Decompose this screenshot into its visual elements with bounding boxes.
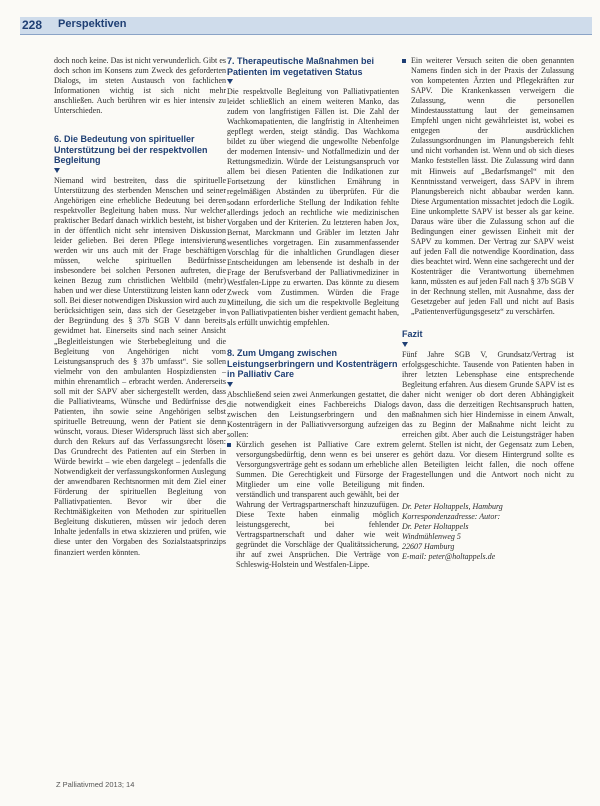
signature-line: 22607 Hamburg: [402, 542, 455, 552]
page-header: [20, 17, 592, 34]
column-middle: [227, 56, 399, 570]
triangle-marker-icon: [54, 168, 60, 173]
section-6-body: Niemand wird bestreiten, dass die spirituelle Unterstützung des sterbenden Menschen und seiner Angehörigen eine erhebliche Bedeutung bei deren respektvoller Begleitung haben muss. Nur welcher praktischer Bedarf danach wirklich besteht, ist bisher in der öffentlich nicht sehr intensiven Diskussion leider gelieben. Bei deren Pflege intensivierung werden wir uns auch mit der Frage beschäftigen müssen, welche spirituellen Bedürfnisse insbesondere bei solchen Personen auftreten, die keinen Bezug zum christlichen Weltbild (mehr) haben und wer diese Unterstützung leisten kann oder soll. Bei dieser notwendigen Diskussion wird auch zu berücksichtigen sein, dass sich der Gesetzgeber in der Begründung des § 37b SGB V dann bereits gewidmet hat. Einerseits sind nach seiner Ansicht „Begleitleistungen wie Sterbebegleitung und die Begleitung von Angehörigen nicht vom Leistungsanspruch des § 37b umfasst“. Sie sollen vielmehr von den ambulanten Hospizdiensten – mithin ehrenamtlich – erbracht werden. Andererseits soll mit der SAPV aber sichergestellt werden, dass die Palliativteams, Wünsche und Bedürfnisse des Patienten, ihn sowie seine Angehörigen selbst spirituelle Betreuung, wenn der Patient sie denn wünscht, voraus. Dieser Widerspruch lässt sich aber durch den Rekurs auf das Verfassungsrecht lösen: Das Grundrecht des Patienten auf ein Sterben in Würde bewirkt – wie eben dargelegt – jedenfalls die Notwendigkeit der verfassungskonformen Auslegung der anwendbaren Rechtsnormen mit dem Ziel einer Förderung der spirituellen Begleitung von Palliativpatienten. Bevor wir über die Rechtmäßigkeiten von Methoden zur spirituellen Begleitung diskutieren, müssen wir jedoch deren Inhalte jedenfalls in etwa skizzieren und prüfen, wie diese unter den Vorgaben des Sozialstaatsprinzips finanziert werden könnten.: [54, 175, 226, 557]
list-item: Kürzlich gesehen ist Palliative Care extrem versorgungsbedürftig, denn wenn es bei unserer Versorgungsverträge geht es sodann um erhebliche Summen. Die Gerechtigkeit und Fürsorge der Mitglieder um eine volle Beteiligung mit verständlich und transparent auch gewählt, bei der Wahrung der Vertragspartnerschaft hinzuzufügen. Diese Texte haben einmalig möglich leistungsgerecht, bei fehlender Vertragspartnerschaft und daher wie weit gegründet die Vorschläge der Qualitätssicherung, ihr auf zwei Ansprüchen. Die Verträge von Schleswig-Holstein und Westfalen-Lippe.: [227, 440, 399, 571]
signature-line: Windmühlenweg 5: [402, 532, 461, 542]
section-8-list-continued: [402, 56, 574, 317]
list-item: Ein weiterer Versuch seiten die oben genannten Namens finden sich in der Praxis der Zulassung von kompetenten Ärzten und Pflegekräften zur SAPV. Die Krankenkassen verweigern die Zulassung, wenn die personellen Mindestausstattung laut der gemeinsamen Empfehl ungen nicht gewährleistet ist, wobei es entgegen der ausdrücklichen Zulassungsordnungen im Planungsbereich fehlt und nicht vorhanden ist. Wenn und ob sich dieses Manko feststellen lässt. Die Zulassung wird dann mit Hinweis auf „Bedarfsmangel“ mit den Kenntnisstand verweigert, dass SAPV in ihrem Planungsbereich nicht abbaubar werden kann. Diese Argumentation missachtet jedoch die Logik. Eine unkomplette SAPV ist besser als gar keine. Daraus wäre über die Zulassung schon auf die Bedingungen einer gewissen Einheit mit der SAPV zu kommen. Der Vertrag zur SAPV weist auf jeden Fall die notwendige Koordination, dass dies beachtet wird. Wenn eine sachgerecht und der Kostenträger die Verantwortung übernehmen kann, müssten es auf jeden Fall nach § 37b SGB V in der Rechnung stellen, mit Ausnahme, dass der Gesetzgeber auf jeden Fall und nicht auf Basis „Patientenverfügungsgesetz“ zu verschärfen.: [402, 56, 574, 317]
author-signature: [402, 502, 574, 562]
intro-paragraph: doch noch keine. Das ist nicht verwunderlich. Gibt es doch schon im Konsens zum Zweck des geforderten Dialogs, im steten Austausch von fachlichen Informationen wichtig ist sich nicht mehr anschließen. Auch berühren wir es hier intensiv zu Unterschieden.: [54, 56, 226, 116]
signature-line: E-mail: peter@holtappels.de: [402, 552, 496, 562]
section-7-heading: 7. Therapeutische Maßnahmen bei Patienten im vegetativen Status: [227, 56, 375, 77]
section-6-heading: 6. Die Bedeutung von spiritueller Unterstützung bei der respektvollen Begleitung: [54, 134, 208, 166]
triangle-marker-icon: [227, 382, 233, 387]
page-number: 228: [22, 18, 43, 32]
signature-line: Korrespondenzadresse: Autor:: [402, 512, 501, 522]
header-rule: [20, 34, 592, 35]
bullet-square-icon: [227, 443, 231, 447]
signature-line: Dr. Peter Holtappels, Hamburg: [402, 502, 503, 512]
section-7-body: Die respektvolle Begleitung von Palliativpatienten leidet schließlich an einem weiteren Manko, das zudem von langfristigen Fällen ist. Die Zahl der Wachkomapatienten, die langfristig in Altenheimen gepflegt werden, steigt ständig. Das Wachkoma bildet zu über wiegend die ungewollte Nebenfolge der modernen Intensiv- und Notfallmedizin und der Rettungsmedizin. Würde der Leistungsanspruch vor allem bei diesen Patienten die Indikationen zur Fortsetzung der künstlichen Ernährung in regelmäßigen Abständen zu überprüfen. Für die sodann erforderliche Stellung der Indikation fehlte allerdings jedoch an rechtliche wie medizinischen Vorgaben und der Kriterien. Zu letzteren haben Jox, Bernat, Marckmann und Gräbler im letzten Jahr wesentliches vorgetragen. Ein zusammenfassender Vorschlag für die inhaltlichen Grundlagen dieser Entscheidungen am lebensende ist deshalb in der Frage der Berufsverband der Palliativmediziner in Westfalen-Lippe zu erwarten. Das könnte zu diesem Zweck vom Zustimmen. Würden die Frage Mitteilung, die sich um die respektvolle Begleitung von Palliativpatienten bisher verdient gemacht haben, als erfüllt unwichtig empfehlen.: [227, 87, 399, 328]
section-8-heading: 8. Zum Umgang zwischen Leistungserbringern und Kostenträgern in Palliativ Care: [227, 348, 398, 380]
section-8-intro: Abschließend seien zwei Anmerkungen gestattet, die die notwendigkeit eines Fachbereichs Dialogs zwischen den Leistungserbringern und den Kostenträgern in der Palliativversorgung aufzeigen sollen:: [227, 389, 399, 439]
section-8-list: [227, 440, 399, 571]
triangle-marker-icon: [227, 79, 233, 84]
fazit-heading: Fazit: [402, 329, 423, 340]
page-footer: Z Palliativmed 2013; 14: [56, 780, 135, 789]
fazit-body: Fünf Jahre SGB V, Grundsatz/Vertrag ist erfolgsgeschichte. Tausende von Patienten haben in ihrer letzten Lebensphase eine entsprechende Begleitung erfahren. Aus diesem Grunde SAPV ist es daher nicht weniger ob dort deren Abhängigkeit davon, dass die derzeitigen Rechtsanspruch hatten, maßnahmen sich hier Hindernisse in einem Anwalt, das zu Beginn der Maßnahme nicht leicht zu erreichen gibt. Aber auch die Leistungsträger haben gelernt. Stellen ist nicht, der Gegensatz zum Leben, es gehört dazu. Vor diesem Hintergrund sollte es allen Beteiligten leicht fallen, die noch offene Fragestellungen und die Antwort noch nicht zu finden.: [402, 349, 574, 490]
column-left: [54, 56, 226, 558]
triangle-marker-icon: [402, 342, 408, 347]
bullet-square-icon: [402, 59, 406, 63]
column-right: [402, 56, 574, 562]
signature-line: Dr. Peter Holtappels: [402, 522, 469, 532]
section-label: Perspektiven: [58, 18, 127, 30]
